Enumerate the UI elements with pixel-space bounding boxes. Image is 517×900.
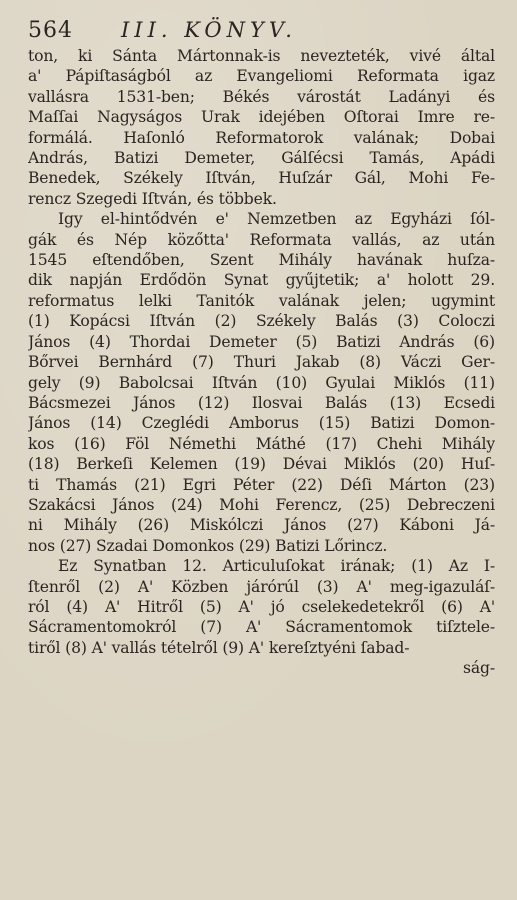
text-line: a' Pápiſtaságból az Evangeliomi Reformata igaz [28, 67, 495, 86]
text-line: rencz Szegedi Iſtván, és többek. [28, 189, 277, 208]
text-line: János (4) Thordai Demeter (5) Batizi András (6) [28, 332, 495, 351]
text-line: Sácramentomokról (7) A' Sácramentomok tiſztele- [28, 618, 495, 637]
paragraph [28, 556, 495, 658]
text-line: formálá. Haſonló Reformatorok valának; Dobai [28, 128, 495, 147]
text-line: Ez Synatban 12. Articuluſokat irának; (1) Az I- [58, 557, 495, 576]
book-title: III. KÖNYV. [121, 18, 297, 42]
text-line: kos (16) Föl Némethi Máthé (17) Chehi Mihály [28, 434, 495, 453]
text-line: gák és Nép közőtta' Reformata vallás, az után [28, 230, 495, 249]
text-line: ról (4) A' Hitről (5) A' jó cselekedetekről (6) A' [28, 597, 495, 616]
text-line: Bácsmezei János (12) Ilosvai Balás (13) Ecsedi [28, 393, 495, 412]
text-line: reformatus lelki Tanitók valának jelen; ugymint [28, 291, 495, 310]
page-number: 564 [28, 18, 73, 43]
text-line: ſtenről (2) A' Közben járórúl (3) A' meg-igazuláſ- [28, 577, 495, 596]
text-line: Igy el-hintődvén e' Nemzetben az Egyházi ſól- [58, 210, 495, 229]
page-body [28, 46, 495, 679]
text-line: ton, ki Sánta Mártonnak-is nevezteték, vivé által [28, 47, 495, 65]
catchword: ság- [463, 659, 495, 678]
text-line: nos (27) Szadai Domonkos (29) Batizi Lőrincz. [28, 536, 388, 555]
paragraph [28, 46, 495, 209]
text-line: tiről (8) A' vallás tételről (9) A' kereſztyéni ſabad- [28, 638, 410, 657]
paragraph [28, 209, 495, 556]
text-line: Szakácsi János (24) Mohi Ferencz, (25) Debreczeni [28, 495, 495, 514]
running-head [28, 18, 495, 46]
text-line: Maſſai Nagyságos Urak idejében Oſtorai Imre re- [28, 108, 495, 127]
text-line: ti Thamás (21) Egri Péter (22) Déſi Márton (23) [28, 475, 495, 494]
text-line: András, Batizi Demeter, Gálſécsi Tamás, Apádi [28, 149, 495, 168]
text-line: 1545 eſtendőben, Szent Mihály havának huſza- [28, 251, 495, 270]
text-line: ni Mihály (26) Miskólczi János (27) Káboni Já- [28, 516, 495, 535]
paragraphs [28, 46, 495, 658]
text-line: Bőrvei Bernhárd (7) Thuri Jakab (8) Váczi Ger- [28, 353, 495, 372]
text-line: vallásra 1531-ben; Békés várostát Ladányi és [28, 87, 495, 106]
text-line: (1) Kopácsi Iſtván (2) Székely Balás (3) Coloczi [28, 312, 495, 331]
text-line: gely (9) Babolcsai Iſtván (10) Gyulai Miklós (11) [28, 373, 495, 392]
text-line: Benedek, Székely Iſtván, Huſzár Gál, Mohi Fe- [28, 169, 495, 188]
text-line: dik napján Erdődön Synat gyűjtetik; a' holott 29. [28, 271, 495, 290]
text-line: (18) Berkeſi Kelemen (19) Dévai Miklós (20) Huſ- [28, 455, 495, 474]
text-line: János (14) Czeglédi Amborus (15) Batizi Domon- [28, 414, 495, 433]
